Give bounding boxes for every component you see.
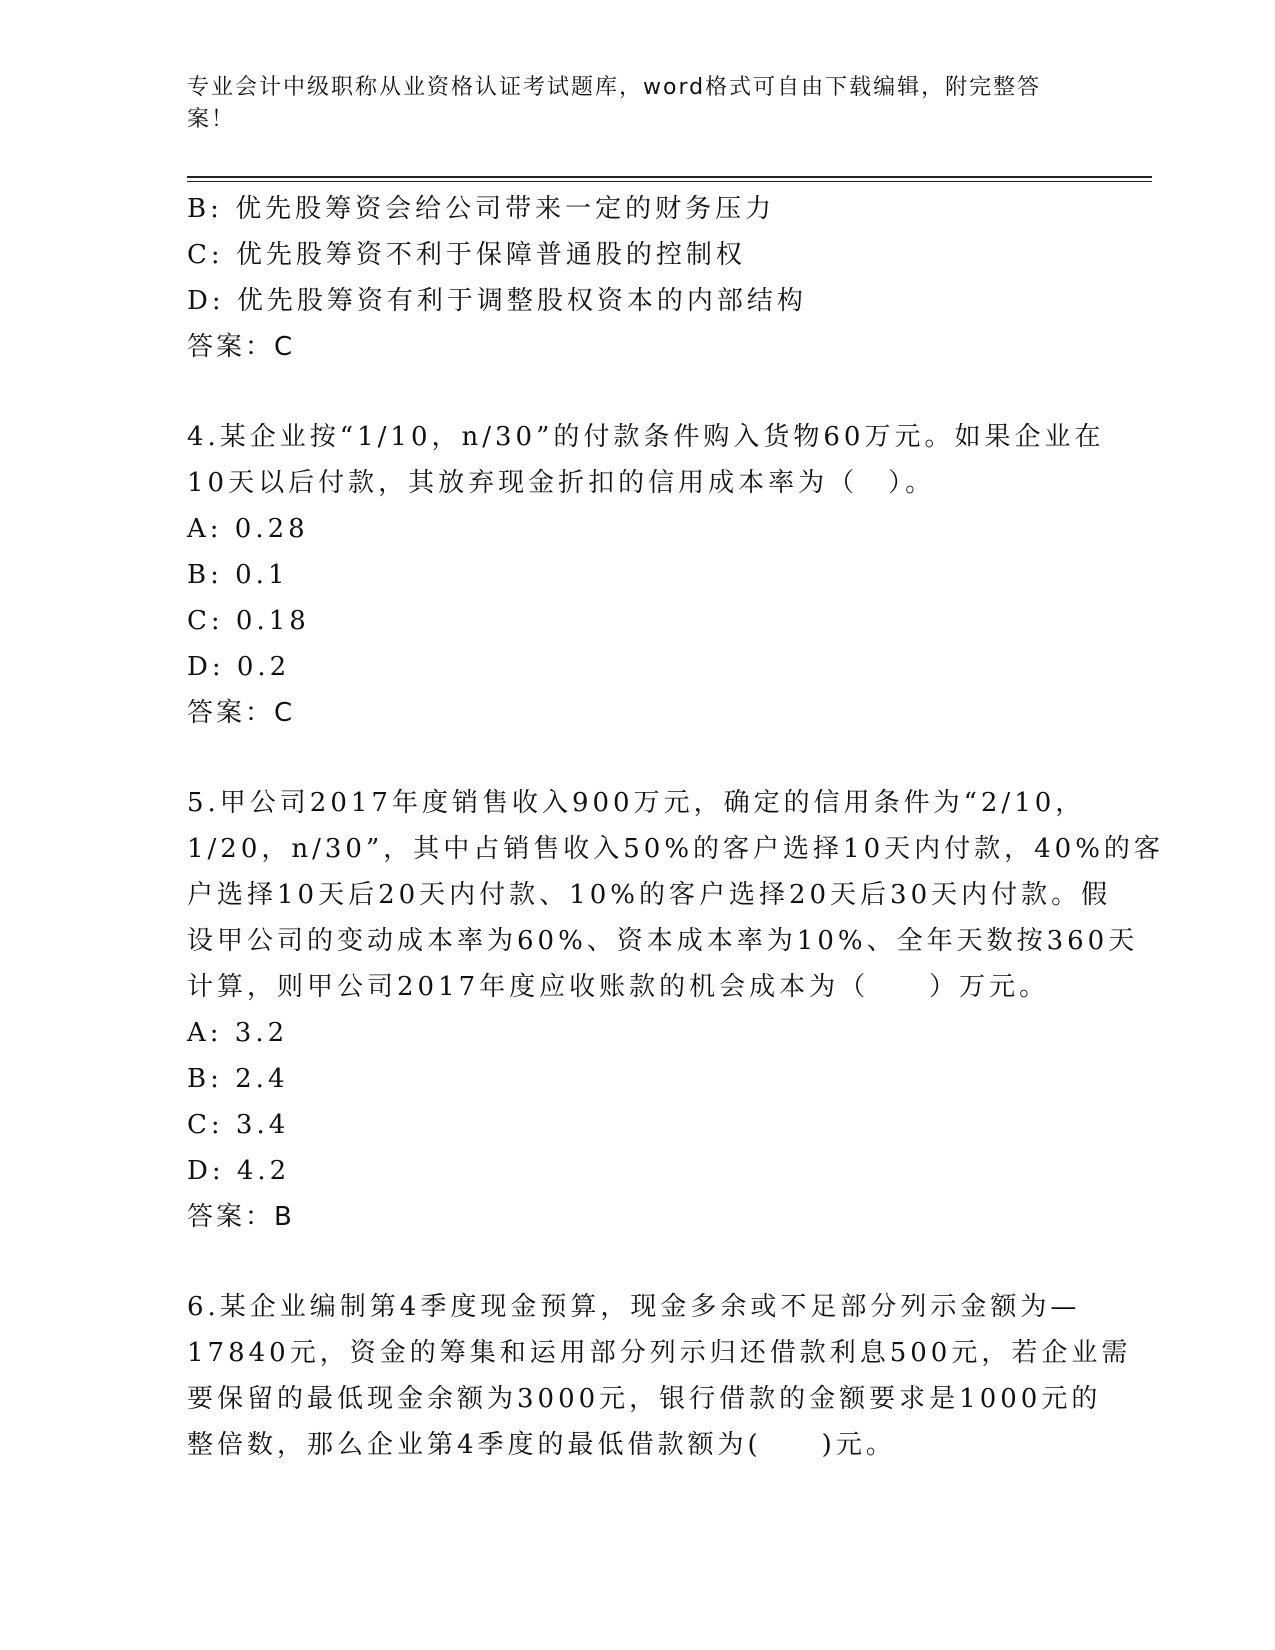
q4-option-a: A: 0.28: [187, 514, 309, 544]
q3-option-b: B: 优先股筹资会给公司带来一定的财务压力: [187, 194, 776, 224]
header-rule-thin: [187, 181, 1152, 182]
header-rule-thick: [187, 176, 1152, 178]
q4-option-c: C: 0.18: [187, 606, 310, 636]
q5-option-d: D: 4.2: [187, 1156, 291, 1186]
q5-answer: 答案：B: [187, 1202, 295, 1232]
question-6-block: [187, 1284, 1132, 1468]
question-gap: [187, 1240, 1087, 1284]
q4-answer: 答案：C: [187, 698, 296, 728]
q5-stem-line: 1/20，n/30”，其中占销售收入50%的客户选择10天内付款，40%的客: [187, 834, 1164, 864]
q6-stem-line: 要保留的最低现金余额为3000元，银行借款的金额要求是1000元的: [187, 1384, 1102, 1414]
question-4-block: [187, 414, 1105, 736]
q3-answer: 答案：C: [187, 332, 296, 362]
q5-stem-line: 设甲公司的变动成本率为60%、资本成本率为10%、全年天数按360天: [187, 926, 1139, 956]
header-line-1: 专业会计中级职称从业资格认证考试题库，word格式可自由下载编辑，附完整答: [187, 75, 1042, 100]
q4-stem-line: 4.某企业按“1/10，n/30”的付款条件购入货物60万元。如果企业在: [187, 422, 1105, 452]
question-gap: [187, 736, 1087, 780]
q6-stem-line: 整倍数，那么企业第4季度的最低借款额为( )元。: [187, 1430, 896, 1460]
q5-option-c: C: 3.4: [187, 1110, 290, 1140]
question-gap: [187, 370, 1087, 414]
q5-stem-line: 5.甲公司2017年度销售收入900万元，确定的信用条件为“2/10，: [187, 788, 1086, 818]
q3-option-d: D: 优先股筹资有利于调整股权资本的内部结构: [187, 286, 807, 316]
q5-stem-line: 户选择10天后20天内付款、10%的客户选择20天后30天内付款。假: [187, 880, 1112, 910]
q5-option-a: A: 3.2: [187, 1018, 289, 1048]
q6-stem-line: 17840元，资金的筹集和运用部分列示归还借款利息500元，若企业需: [187, 1338, 1132, 1368]
question-3-block: [187, 186, 1087, 370]
question-5-block: [187, 780, 1164, 1240]
q5-stem-line: 计算，则甲公司2017年度应收账款的机会成本为（ ）万元。: [187, 972, 1050, 1002]
q4-option-d: D: 0.2: [187, 652, 291, 682]
q4-stem-line: 10天以后付款，其放弃现金折扣的信用成本率为（ ）。: [187, 468, 936, 498]
q6-stem-line: 6.某企业编制第4季度现金预算，现金多余或不足部分列示金额为—: [187, 1292, 1081, 1322]
question-content: [187, 186, 1164, 1468]
page-header: [187, 72, 1067, 136]
q4-option-b: B: 0.1: [187, 560, 289, 590]
q5-option-b: B: 2.4: [187, 1064, 289, 1094]
header-line-2: 案！: [187, 107, 236, 132]
q3-option-c: C: 优先股筹资不利于保障普通股的控制权: [187, 240, 746, 270]
